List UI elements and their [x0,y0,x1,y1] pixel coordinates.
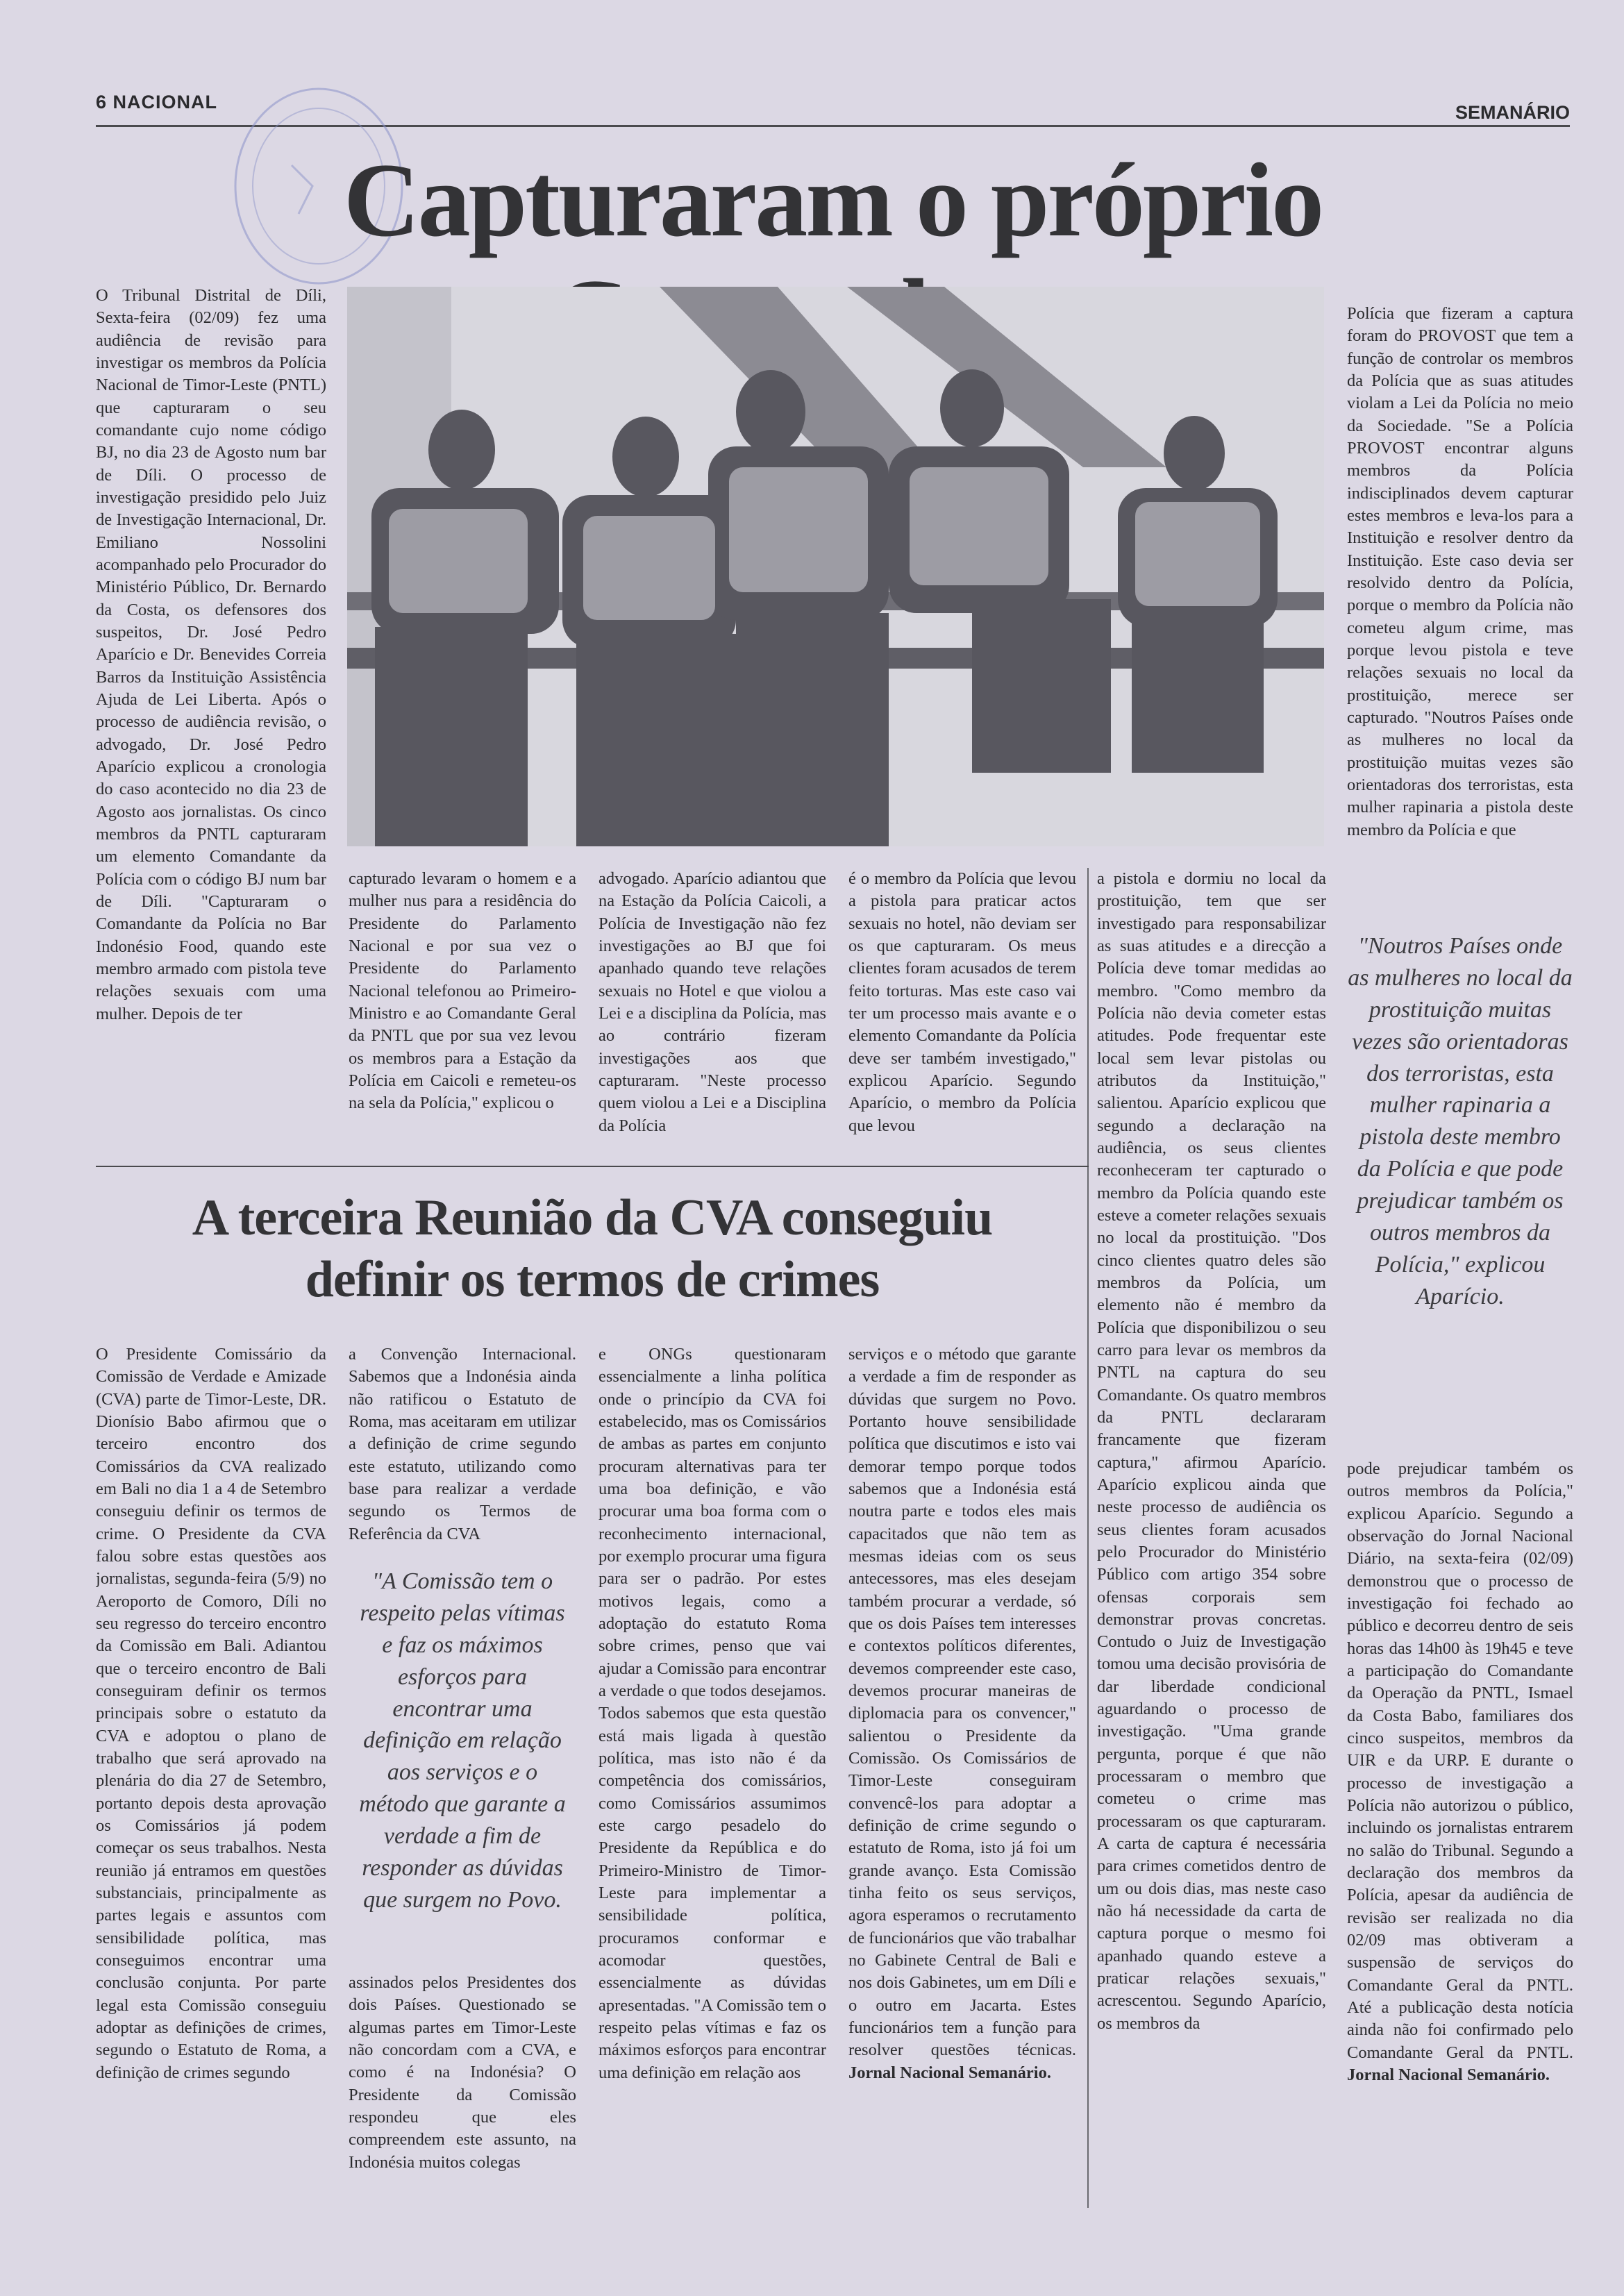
article1-column-6-bottom-text: pode prejudicar também os outros membros da Polícia," explicou Aparício. Segundo a observação do Jornal Nacional Diário, na sexta-feira (02/09) demonstrou que o processo de investigação foi fechado ao público e decorreu dentro de seis horas das 14h00 às 19h45 e teve a participação do Comandante da Operação da PNTL, Ismael da Costa Babo, familiares dos cinco suspeitos, membros da UIR e da URP. E durante o processo de investigação a Polícia não autorizou o público, incluindo os jornalistas entrarem no salão do Tribunal. Segundo a declaração dos membros da Polícia, apesar da audiência de revisão ser realizada no dia 02/09 mas obtiveram a suspensão de serviços do Comandante Geral da PNTL. Até a publicação desta notícia ainda não foi confirmado pelo Comandante Geral da PNTL. [1347,1459,1573,2062]
article1-headline: Capturaram o próprio [343,142,1323,258]
section-label: 6 NACIONAL [96,92,218,112]
article1-column-4-text: é o membro da Polícia que levou a pistola para praticar actos sexuais no hotel, não deviam ser os que capturaram. Os meus clientes foram acusados de terem feito torturas. Mas este caso vai ter um processo mais avante e o elemento Comandante da Polícia deve ser também investigado," explicou Aparício. Segundo Aparício, o membro da Polícia que levou [848,869,1076,1135]
article1-column-1 [96,285,326,1163]
article1-column-6-top [1347,303,1573,907]
article2-column-2-top-text: a Convenção Internacional. Sabemos que a Indonésia ainda não ratificou o Estatuto de Roma, mas aceitaram em utilizar a definição de crime segundo este estatuto, utilizando como base para realizar a verdade segundo os Termos de Referência da CVA [349,1345,576,1543]
article1-column-3 [598,868,826,1163]
article1-pullquote: "Noutros Países onde as mulheres no local da prostituição muitas vezes são orientadoras dos terroristas, esta mulher rapinaria a pistola deste membro da Polícia e que pode prejudicar também os outros membros da Polícia," explicou Aparício. [1348,933,1573,1309]
article1-column-6-top-text: Polícia que fizeram a captura foram do PROVOST que tem a função de controlar os membros da Polícia que as suas atitudes violam a Lei da Polícia no meio da Sociedade. "Se a Polícia PROVOST encontrar alguns membros da Polícia indisciplinados devem capturar estes membros e leva-los para a Instituição e resolver dentro da Instituição. Este caso devia ser resolvido dentro da Polícia, porque o membro da Polícia não cometeu algum crime, mas porque levou pistola e teve relações sexuais no local da prostituição, merece ser capturado. "Noutros Países onde as mulheres no local da prostituição muitas vezes são orientadoras dos terroristas, esta mulher rapinaria a pistola deste membro da Polícia e que [1347,304,1573,839]
article2-column-1 [96,1343,326,2208]
article2-column-2-top [349,1343,576,1559]
article2-headline [96,1187,1089,1311]
article1-column-2-text: capturado levaram o homem e a mulher nus para a residência do Presidente do Parlamento Nacional e por sua vez o Presidente do Parlamento Nacional telefonou ao Primeiro-Ministro e ao Comandante Geral da PNTL que por sua vez levou os membros para a Estação da Polícia em Caicoli e remeteu-os na sela da Polícia," explicou o [349,869,576,1113]
article1-column-6-bottom [1347,1458,1573,2208]
article1-column-2 [349,868,576,1163]
article1-column-1-text: O Tribunal Distrital de Díli, Sexta-feira (02/09) fez uma audiência de revisão para investigar os membros da Polícia Nacional de Timor-Leste (PNTL) que capturaram o seu comandante cujo nome código BJ, no dia 23 de Agosto num bar de Díli. O processo de investigação presidido pelo Juiz de Investigação Internacional, Dr. Emiliano Nossolini acompanhado pelo Procurador do Ministério Público, Dr. Bernardo da Costa, os defensores dos suspeitos, Dr. José Pedro Aparício e Dr. Benevides Correia Barros da Instituição Assistência Ajuda de Lei Liberta. Após o processo de audiência revisão, o advogado, Dr. José Pedro Aparício explicou a cronologia do caso acontecido no dia 23 de Agosto aos jornalistas. Os cinco membros da PNTL capturaram um elemento Comandante da Polícia com o código BJ num bar de Díli. "Capturaram o Comandante da Polícia no Bar Indonésio Food, quando este membro armado com pistola teve relações sexuais com uma mulher. Depois de ter [96,286,326,1023]
article-divider [96,1166,1089,1167]
article2-column-3-text: e ONGs questionaram essencialmente a linha política onde o princípio da CVA foi estabelecido, mas os Comissários de ambas as partes em conjunto procuram alternativas para ter uma boa definição, e vão procurar uma boa forma com o reconhecimento internacional, por exemplo procurar uma figura para ser o padrão. Por estes motivos legais, como a adoptação do estatuto Roma sobre crimes, penso que vai ajudar a Comissão para encontrar a verdade o que todos desejamos. Todos sabemos que esta questão está mais ligada à questão política, mas isto não é da competência dos comissários, como Comissários assumimos este cargo pesadelo do Presidente da República e do Primeiro-Ministro de Timor-Leste para implementar a sensibilidade política, procuramos conformar e acomodar questões, essencialmente as dúvidas apresentadas. "A Comissão tem o respeito pelas vítimas e faz os máximos esforços para encontrar uma definição em relação aos [598,1345,826,2082]
article2-pullquote: "A Comissão tem o respeito pelas vítimas e faz os máximos esforços para encontrar uma definição em relação aos serviços e o método que garante a verdade a fim de responder as dúvidas que surgem no Povo. [359,1568,566,1913]
publication-name: SEMANÁRIO [1455,102,1570,123]
article1-column-5 [1097,868,1326,2208]
article2-column-2-bottom-text: assinados pelos Presidentes dos dois Países. Questionado se algumas partes em Timor-Leste não concordam com a CVA, e como é na Indonésia? O Presidente da Comissão respondeu que eles compreendem este assunto, na Indonésia muitos colegas [349,1973,576,2172]
article2-column-3 [598,1343,826,2208]
article1-column-5-text: a pistola e dormiu no local da prostituição, tem que ser investigado para responsabilizar as suas atitudes e a direcção a Polícia deve tomar medidas ao membro. "Como membro da Polícia não devia cometer estas atitudes. Pode frequentar este local sem levar pistolas ou atributos da Instituição," salientou. Aparício explicou que segundo a declaração na audiência, os seus clientes reconheceram ter capturado o membro da Polícia quando este esteve a cometer relações sexuais no local da prostituição. "Dos cinco clientes quatro deles são membros da Polícia, um elemento não é membro da Polícia que disponibilizou o seu carro para levar os membros da PNTL na captura do seu Comandante. Os quatro membros da PNTL declararam francamente que fizeram captura," afirmou Aparício. Aparício explicou ainda que neste processo de audiência os seus clientes foram acusados pelo Procurador do Ministério Público com artigo 354 sobre ofensas corporais sem demonstrar provas concretas. Contudo o Juiz de Investigação tomou uma decisão provisória de dar liberdade condicional aguardando o processo de investigação. "Uma grande pergunta, porque é que não processaram o membro que cometeu o crime mas processaram os que capturaram. A carta de captura é necessária para crimes cometidos dentro de um ou dois dias, mas neste caso não há necessidade da carta de captura porque o mesmo foi apanhado quando esteve a praticar relações sexuais," acrescentou. Segundo Aparício, os membros da [1097,869,1326,2033]
article1-signature: Jornal Nacional Semanário. [1347,2065,1550,2084]
article2-column-1-text: O Presidente Comissário da Comissão de Verdade e Amizade (CVA) parte de Timor-Leste, DR. Dionísio Babo afirmou que o terceiro encontro dos Comissários da CVA realizado em Bali no dia 1 a 4 de Setembro conseguiu definir os termos de crime. O Presidente da CVA falou sobre estas questões aos jornalistas, segunda-feira (5/9) no Aeroporto de Comoro, Díli no seu regresso do terceiro encontro da Comissão em Bali. Adiantou que o terceiro encontro de Bali conseguiram definir os termos principais sobre o estatuto da CVA e adoptou o plano de trabalho que será aprovado na plenária do dia 27 de Setembro, portanto depois desta aprovação os Comissários já podem começar os seus trabalhos. Nesta reunião já entramos em questões substanciais, principalmente as partes legais e assuntos com sensibilidade política, mas conseguimos encontrar uma conclusão conjunta. Por parte legal esta Comissão conseguiu adoptar as definições de crimes, segundo o Estatuto de Roma, a definição de crimes segundo [96,1345,326,2082]
article2-signature: Jornal Nacional Semanário. [848,2063,1051,2082]
article2-column-2-bottom [349,1972,576,2208]
article1-column-4 [848,868,1076,1163]
article2-headline-line-1: A terceira Reunião da CVA conseguiu [192,1189,993,1246]
police-officers-photo-icon [347,287,1324,846]
article1-column-3-text: advogado. Aparício adiantou que na Estação da Polícia Caicoli, a Polícia de Investigação não fez investigações ao BJ que foi apanhado quando teve relações sexuais no Hotel e que violou a Lei e a disciplina da Polícia, mas ao contrário fizeram investigações aos que capturaram. "Neste processo quem violou a Lei e a Disciplina da Polícia [598,869,826,1135]
column-rule [1087,868,1089,2208]
article2-headline-line-2: definir os termos de crimes [305,1250,880,1308]
article1-photo [347,287,1324,846]
article2-column-4 [848,1343,1076,2208]
article2-column-4-text: serviços e o método que garante a verdade a fim de responder as dúvidas que surgem no Povo. Portanto houve sensibilidade política que discutimos e isto vai demorar tempo porque todos sabemos que a Indonésia está noutra parte e todos eles mais capacitados que não tem as mesmas ideias com os seus antecessores, mas eles desejam também procurar a verdade, só que os dois Países tem interesses e contextos políticos diferentes, devemos compreender este caso, devemos procurar maneiras de diplomacia para os convencer," salientou o Presidente da Comissão. Os Comissários de Timor-Leste conseguiram convencê-los para adoptar a definição de crime segundo o estatuto de Roma, isto já foi um grande avanço. Esta Comissão tinha feito os seus serviços, agora esperamos o recrutamento de funcionários que vão trabalhar no Gabinete Central de Bali e nos dois Gabinetes, um em Díli e o outro em Jacarta. Estes funcionários tem a função para resolver questões técnicas. [848,1345,1076,2060]
